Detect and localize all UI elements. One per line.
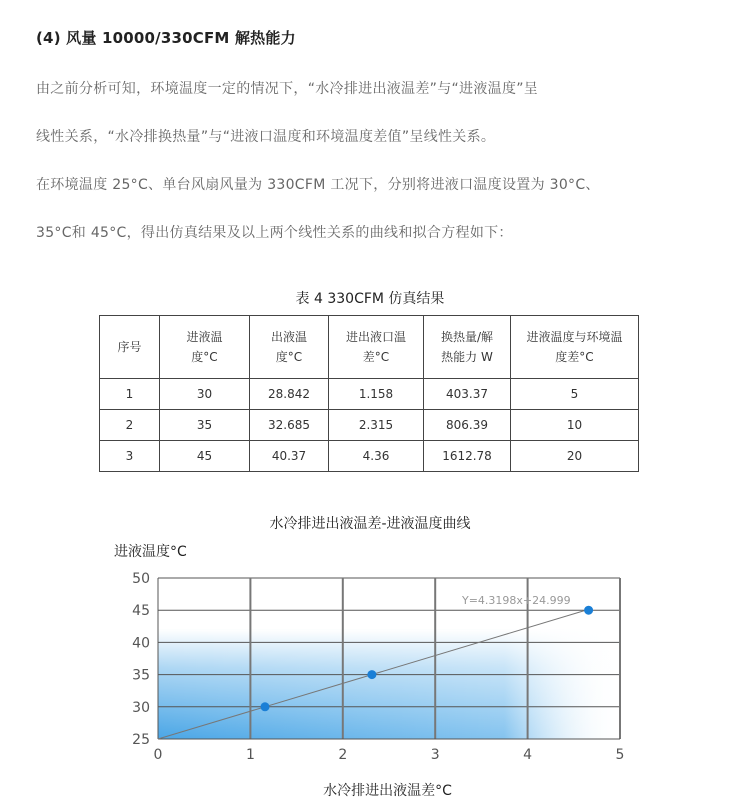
chart-x-tick-label: 5: [615, 747, 625, 763]
header-cell: 换热量/解 热能力 W: [424, 316, 511, 379]
chart-y-axis-label: 进液温度°C: [114, 544, 187, 560]
chart-y-tick-label: 35: [132, 667, 150, 684]
chart-y-tick-label: 50: [132, 571, 150, 587]
chart-x-axis-label: 水冷排进出液温差°C: [323, 783, 452, 799]
chart-data-point: [260, 702, 269, 711]
table-cell: 40.37: [250, 441, 329, 472]
table-cell: 45: [160, 441, 250, 472]
paragraph-line: 由之前分析可知，环境温度一定的情况下，“水冷排进出液温差”与“进液温度”呈: [36, 81, 539, 97]
table-cell: 20: [511, 441, 639, 472]
section-heading: (4) 风量 10000/330CFM 解热能力: [36, 29, 296, 47]
table-cell: 28.842: [250, 379, 329, 410]
header-cell: 进液温 度°C: [160, 316, 250, 379]
table-cell: 403.37: [424, 379, 511, 410]
chart-data-point: [367, 670, 376, 679]
chart-title: 水冷排进出液温差-进液温度曲线: [269, 516, 471, 532]
chart-x-tick-label: 4: [523, 747, 533, 763]
header-cell: 出液温 度°C: [250, 316, 329, 379]
chart-x-tick-label: 2: [338, 747, 348, 763]
table-cell: 1612.78: [424, 441, 511, 472]
table-cell: 806.39: [424, 410, 511, 441]
chart-x-tick-label: 1: [245, 747, 255, 763]
table-cell: 30: [160, 379, 250, 410]
chart-y-tick-label: 30: [132, 699, 150, 716]
header-cell: 进液温度与环境温 度差°C: [511, 316, 639, 379]
chart-trendline-equation: Y=4.3198x+24.999: [462, 594, 571, 607]
table-cell: 5: [511, 379, 639, 410]
chart-y-tick-label: 25: [132, 732, 150, 748]
table-cell: 35: [160, 410, 250, 441]
paragraph-line: 在环境温度 25°C、单台风扇风量为 330CFM 工况下，分别将进液口温度设置为 30°C、: [36, 177, 600, 193]
table-cell: 3: [100, 441, 160, 472]
table-cell: 1: [100, 379, 160, 410]
chart-x-tick-label: 0: [153, 747, 163, 763]
paragraph-line: 线性关系，“水冷排换热量”与“进液口温度和环境温度差值”呈线性关系。: [36, 129, 496, 145]
table-cell: 2.315: [329, 410, 424, 441]
table-caption: 表 4 330CFM 仿真结果: [295, 291, 445, 307]
table-cell: 32.685: [250, 410, 329, 441]
table-cell: 10: [511, 410, 639, 441]
chart-background-fade: [158, 630, 620, 739]
header-cell: 进出液口温 差°C: [329, 316, 424, 379]
chart-data-point: [584, 606, 593, 615]
table-cell: 2: [100, 410, 160, 441]
header-cell: 序号: [100, 316, 160, 379]
chart-y-tick-label: 40: [132, 635, 150, 652]
paragraph-line: 35°C和 45°C，得出仿真结果及以上两个线性关系的曲线和拟合方程如下：: [36, 225, 513, 241]
chart-y-tick-label: 45: [132, 603, 150, 620]
table-cell: 4.36: [329, 441, 424, 472]
table-cell: 1.158: [329, 379, 424, 410]
chart-x-tick-label: 3: [430, 747, 440, 763]
